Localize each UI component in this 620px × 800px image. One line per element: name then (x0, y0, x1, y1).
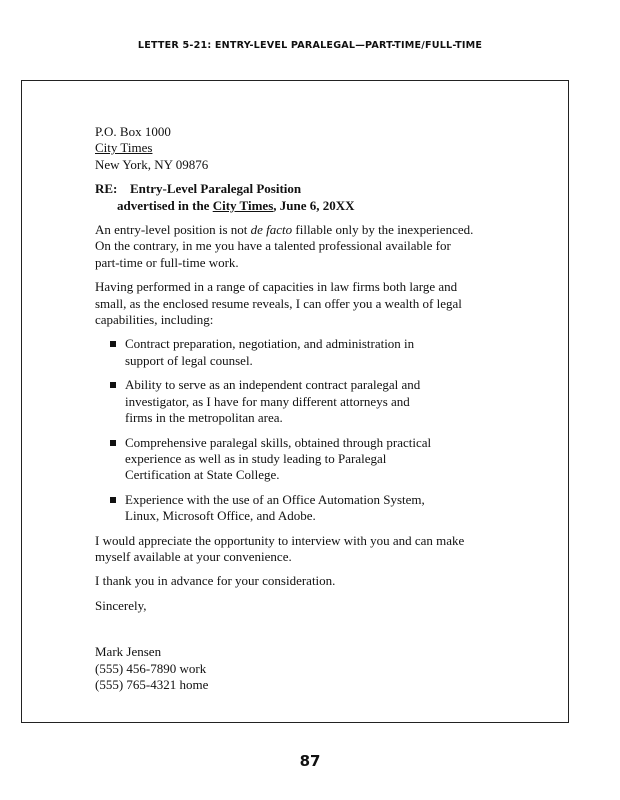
page-header: LETTER 5-21: ENTRY-LEVEL PARALEGAL—PART-TIME/FULL-TIME (137, 40, 483, 51)
paragraph-2 (95, 279, 510, 328)
address-line-3: New York, NY 09876 (95, 156, 209, 172)
signature-home-phone: (555) 765-4321 home (95, 676, 209, 692)
bullet-square-icon (110, 440, 116, 446)
list-item (95, 492, 510, 525)
subject-suffix: , June 6, 20XX (273, 197, 355, 213)
list-item (95, 435, 510, 484)
paragraph-2-line-1: Having performed in a range of capacities in law firms both large and (95, 279, 458, 295)
list-item-line: investigator, as I have for many different attorneys and (125, 393, 410, 409)
closing-text: Sincerely, (95, 597, 147, 613)
paragraph-1-line-1 (95, 222, 510, 238)
list-item-line: Contract preparation, negotiation, and administration in (125, 336, 415, 352)
signature-block (95, 644, 510, 693)
paragraph-1-line-2: On the contrary, in me you have a talented professional available for (95, 238, 451, 254)
paragraph-3-line-2: myself available at your convenience. (95, 548, 292, 564)
subject-title: Entry-Level Paralegal Position (130, 181, 302, 197)
p1-italic: de facto (250, 222, 293, 238)
subject-line-1 (95, 181, 510, 197)
list-item-line: support of legal counsel. (125, 352, 253, 368)
subject-label: RE: (95, 181, 118, 197)
signature-name: Mark Jensen (95, 644, 162, 660)
subject-prefix: advertised in the (117, 197, 213, 213)
paragraph-4-line: I thank you in advance for your consideration. (95, 573, 336, 589)
bullet-square-icon (110, 497, 116, 503)
paragraph-1-line-3: part-time or full-time work. (95, 254, 239, 270)
list-item-line: Experience with the use of an Office Automation System, (125, 491, 425, 507)
paragraph-1 (95, 222, 510, 271)
address-line-1: P.O. Box 1000 (95, 124, 171, 139)
p1-text-a: An entry-level position is not (95, 222, 251, 238)
closing (95, 598, 510, 614)
list-item-line: Certification at State College. (125, 467, 280, 483)
list-item-line: Comprehensive paralegal skills, obtained through practical (125, 434, 432, 450)
list-item-line: firms in the metropolitan area. (125, 410, 283, 426)
letter-body (95, 124, 510, 693)
list-item (95, 336, 510, 369)
subject-line-2 (95, 198, 510, 214)
list-item-line: Linux, Microsoft Office, and Adobe. (125, 508, 316, 524)
list-item (95, 377, 510, 426)
subject-line (95, 181, 510, 214)
subject-paper: City Times (212, 197, 274, 213)
paragraph-3-line-1: I would appreciate the opportunity to interview with you and can make (95, 532, 465, 548)
capabilities-list (95, 336, 510, 524)
bullet-square-icon (110, 341, 116, 347)
bullet-square-icon (110, 382, 116, 388)
recipient-address (95, 124, 510, 173)
paragraph-4 (95, 573, 510, 589)
paragraph-2-line-3: capabilities, including: (95, 312, 214, 328)
signature-work-phone: (555) 456-7890 work (95, 660, 207, 676)
address-line-2: City Times (95, 140, 153, 156)
paragraph-2-line-2: small, as the enclosed resume reveals, I can offer you a wealth of legal (95, 295, 462, 311)
page-number: 87 (299, 752, 321, 770)
list-item-line: Ability to serve as an independent contract paralegal and (125, 377, 421, 393)
paragraph-3 (95, 533, 510, 566)
list-item-line: experience as well as in study leading to Paralegal (125, 450, 387, 466)
p1-text-b: fillable only by the inexperienced. (292, 222, 474, 238)
